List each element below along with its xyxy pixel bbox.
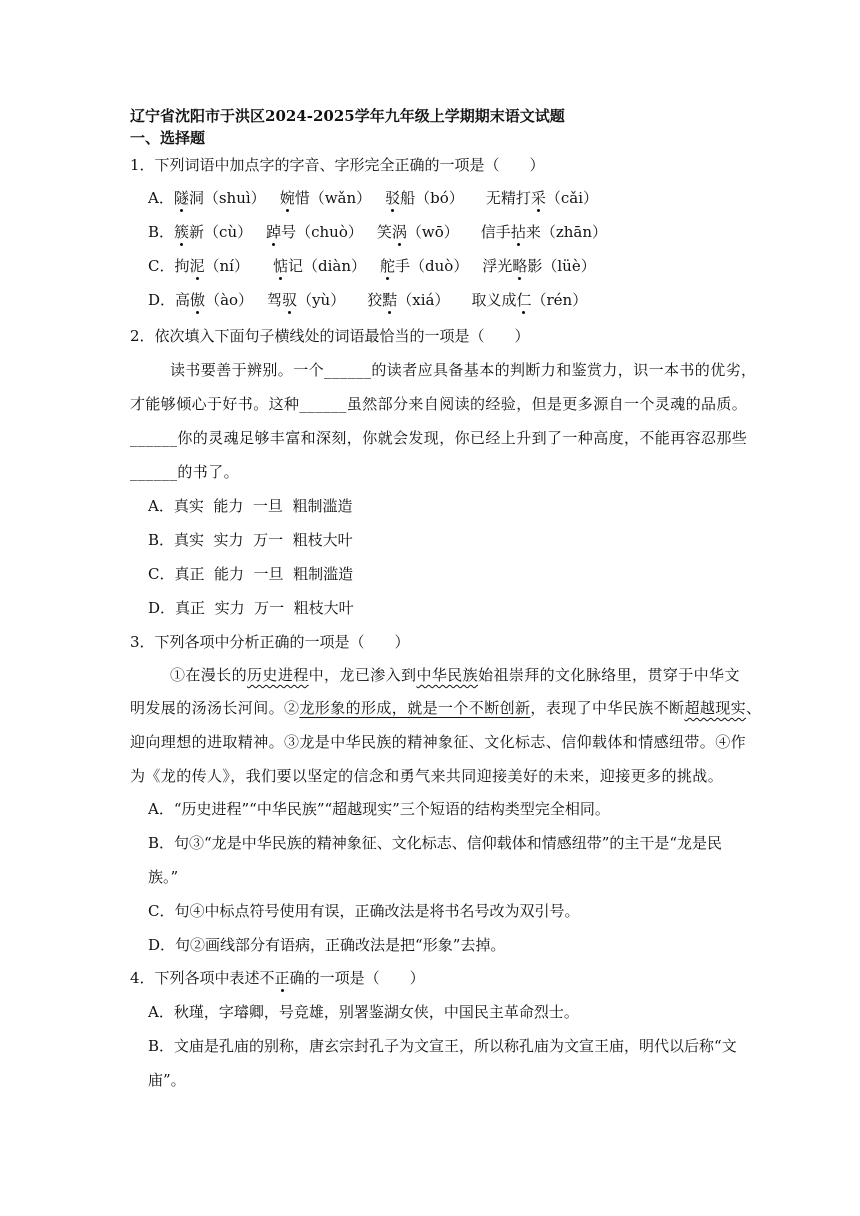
section-heading: 一、选择题: [130, 129, 206, 147]
q1-option-a: A．隧洞（shuì） 婉惜（wǎn） 驳船（bó） 无精打采（cǎi）: [148, 189, 598, 207]
q2-option-c: C．真正 能力 一旦 粗制滥造: [148, 565, 354, 583]
q3-passage-line-2: 明发展的汤汤长河间。②龙形象的形成，就是一个不断创新，表现了中华民族不断超越现实、: [130, 699, 762, 717]
q1-option-d: D．高傲（ào） 驾驭（yù） 狡黠（xiá） 取义成仁（rén）: [148, 291, 588, 309]
q3-option-b-line-1: B．句③“龙是中华民族的精神象征、文化标志、信仰载体和情感纽带”的主干是“龙是民: [148, 834, 723, 852]
q1-option-b: B．簇新（cù） 踔号（chuò） 笑涡（wō） 信手拈来（zhān）: [148, 223, 607, 241]
q1-option-c: C．拘泥（ní） 惦记（diàn） 舵手（duò） 浮光略影（lüè）: [148, 257, 596, 275]
q3-option-a: A．“历史进程”“中华民族”“超越现实”三个短语的结构类型完全相同。: [148, 800, 610, 818]
q3-passage-line-1: ①在漫长的历史进程中，龙已渗入到中华民族始祖崇拜的文化脉络里，贯穿于中华文: [170, 666, 740, 684]
q2-passage-line-4: ______的书了。: [130, 463, 240, 481]
q3-option-c: C．句④中标点符号使用有误，正确改法是将书名号改为双引号。: [148, 902, 580, 920]
q2-passage-line-2: 才能够倾心于好书。这种______虽然部分来自阅读的经验，但是更多源自一个灵魂的品质。: [130, 395, 748, 413]
q4-option-a: A．秋瑾，字璿卿，号竞雄，别署鉴湖女侠，中国民主革命烈士。: [148, 1003, 579, 1021]
q4-stem: 4．下列各项中表述不正确的一项是（ ）: [130, 969, 425, 987]
document-title: 辽宁省沈阳市于洪区2024-2025学年九年级上学期期末语文试题: [130, 107, 565, 125]
q2-stem: 2．依次填入下面句子横线处的词语最恰当的一项是（ ）: [130, 327, 530, 345]
q2-option-a: A．真实 能力 一旦 粗制滥造: [148, 497, 353, 515]
q3-stem: 3．下列各项中分析正确的一项是（ ）: [130, 633, 410, 651]
q4-option-b-line-2: 庙”。: [148, 1071, 186, 1089]
q3-passage-line-4: 为《龙的传人》，我们要以坚定的信念和勇气来共同迎接美好的未来，迎接更多的挑战。: [130, 767, 724, 785]
emphasis-not-correct: 不正确: [259, 969, 305, 987]
q1-stem: 1．下列词语中加点字的字音、字形完全正确的一项是（ ）: [130, 156, 545, 174]
q2-option-d: D．真正 实力 万一 粗枝大叶: [148, 599, 354, 617]
q2-passage-line-3: ______你的灵魂足够丰富和深刻，你就会发现，你已经上升到了一种高度，不能再容忍那些: [130, 429, 748, 447]
q2-passage-line-1: 读书要善于辨别。一个______的读者应具备基本的判断力和鉴赏力，识一本书的优劣，: [170, 361, 757, 379]
q2-option-b: B．真实 实力 万一 粗枝大叶: [148, 531, 353, 549]
q3-option-b-line-2: 族。”: [148, 868, 179, 886]
q3-passage-line-3: 迎向理想的进取精神。③龙是中华民族的精神象征、文化标志、信仰载体和情感纽带。④作: [130, 733, 747, 751]
q4-option-b-line-1: B．文庙是孔庙的别称，唐玄宗封孔子为文宣王，所以称孔庙为文宣王庙，明代以后称“文: [148, 1037, 737, 1055]
q3-option-d: D．句②画线部分有语病，正确改法是把“形象”去掉。: [148, 936, 506, 954]
